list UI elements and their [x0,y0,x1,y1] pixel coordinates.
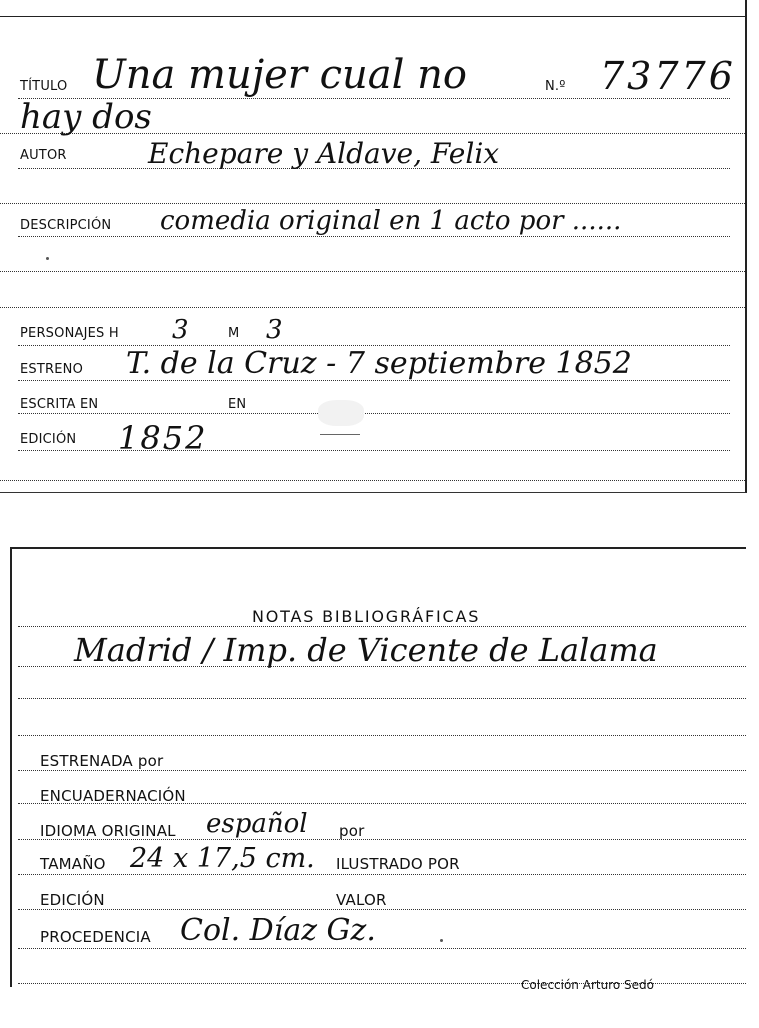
ruled-line [18,626,746,627]
ruled-line [18,909,746,910]
ruled-line [0,480,745,481]
estreno-label: ESTRENO [20,362,84,377]
card-top-edge [0,16,745,17]
escrita-en-second-label: EN [228,397,247,412]
ruled-line [0,307,745,308]
procedencia-label: PROCEDENCIA [40,928,151,946]
catalog-card-back [0,543,759,998]
ruled-line [18,770,746,771]
procedencia-value: Col. Díaz Gz. [180,913,376,948]
ilustrado-por-label: ILUSTRADO POR [336,855,460,873]
descripcion-value: comedia original en 1 acto por ...... [160,206,622,236]
personajes-m-label: M [228,326,240,341]
ruled-line [18,236,730,237]
descripcion-label: DESCRIPCIÓN [20,218,112,233]
card-left-edge [10,547,12,987]
collection-credit: Colección Arturo Sedó [521,978,654,992]
notas-bibliograficas-label: NOTAS BIBLIOGRÁFICAS [252,607,481,626]
numero-label: N.º [545,79,566,94]
pen-stroke [320,434,360,435]
ruled-line [18,874,746,875]
estreno-value: T. de la Cruz - 7 septiembre 1852 [126,346,632,381]
personajes-h-value: 3 [172,315,189,345]
autor-label: AUTOR [20,148,67,163]
ink-speck [46,257,49,260]
catalog-card-front [0,0,747,493]
valor-label: VALOR [336,891,387,909]
edicion-label-back: EDICIÓN [40,891,105,909]
escrita-en-label: ESCRITA EN [20,397,99,412]
erasure-mark [318,400,364,426]
titulo-value-continued: hay dos [20,97,152,137]
personajes-h-label: PERSONAJES H [20,326,119,341]
encuadernacion-label: ENCUADERNACIÓN [40,787,186,805]
numero-value: 73776 [600,54,736,98]
tamano-label: TAMAÑO [40,855,106,873]
ink-speck [440,939,443,942]
estrenada-por-label: ESTRENADA por [40,752,164,770]
autor-value: Echepare y Aldave, Felix [148,137,500,170]
titulo-value: Una mujer cual no [92,52,467,98]
idioma-original-value: español [206,809,308,839]
titulo-label: TÍTULO [20,79,68,94]
edicion-label: EDICIÓN [20,432,77,447]
ruled-line [0,203,745,204]
idioma-por-label: por [339,822,365,840]
tamano-value: 24 x 17,5 cm. [130,843,315,874]
ruled-line [18,948,746,949]
ruled-line [0,271,745,272]
edicion-value: 1852 [118,419,208,457]
ruled-line [18,735,746,736]
idioma-original-label: IDIOMA ORIGINAL [40,822,176,840]
personajes-m-value: 3 [266,315,283,345]
notas-bibliograficas-value: Madrid / Imp. de Vicente de Lalama [74,631,658,669]
ruled-line [18,698,746,699]
card-top-edge [10,547,746,549]
ruled-line [18,413,730,414]
